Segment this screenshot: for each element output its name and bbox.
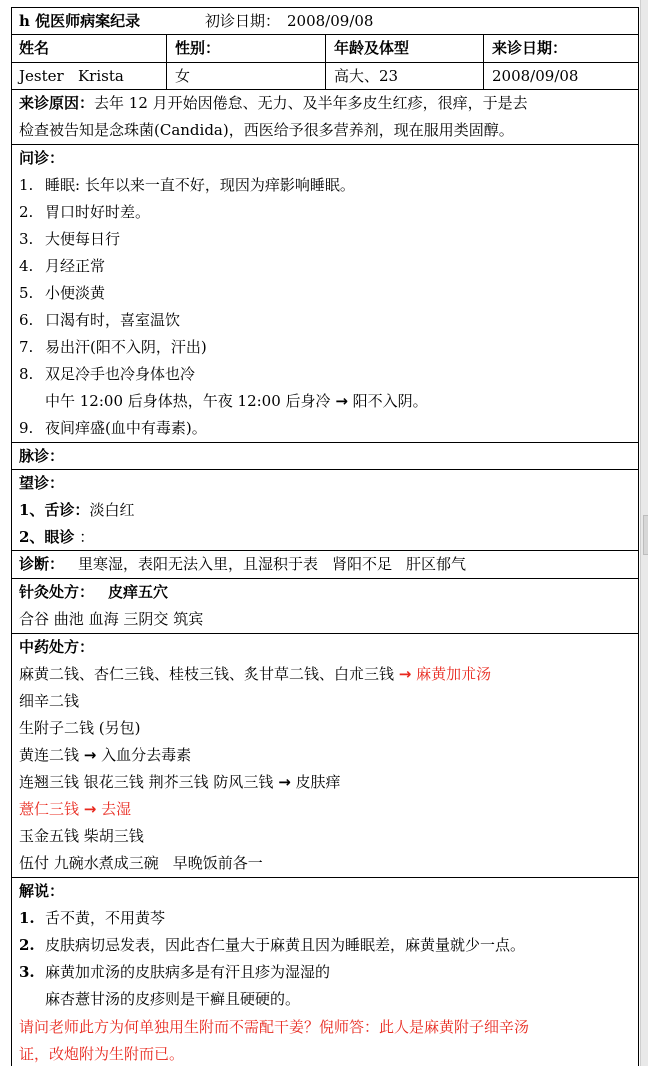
inquiry-item bbox=[19, 172, 355, 199]
acupuncture-name: 皮痒五穴 bbox=[108, 583, 169, 601]
herb-item: 荆芥三钱 bbox=[148, 773, 209, 791]
reason-section bbox=[11, 90, 639, 145]
explanation-item-num: 2. bbox=[19, 936, 35, 954]
patient-header-row bbox=[11, 35, 639, 63]
herbal-section bbox=[11, 634, 639, 878]
herbal-line-2: 细辛二钱 bbox=[19, 692, 80, 710]
herbal-line-5 bbox=[19, 769, 341, 796]
explanation-item-text: 舌不黄，不用黄芩 bbox=[45, 909, 166, 927]
inquiry-item bbox=[19, 334, 207, 361]
inquiry-item bbox=[19, 361, 195, 388]
inquiry-item-text: 易出汗(阳不入阴，汗出) bbox=[45, 338, 207, 356]
reason-label: 来诊原因： bbox=[19, 94, 95, 112]
acupuncture-label: 针灸处方： bbox=[19, 583, 95, 601]
first-visit-label: 初诊日期： bbox=[205, 12, 281, 30]
inquiry-item-text: 胃口时好时差。 bbox=[45, 203, 151, 221]
explanation-item bbox=[19, 959, 330, 986]
inquiry-item-text: 口渴有时，喜室温饮 bbox=[45, 311, 181, 329]
inquiry-item bbox=[19, 226, 120, 253]
diagnosis-item-3: 肝区郁气 bbox=[406, 555, 467, 573]
herb-item: 银花三钱 bbox=[83, 773, 144, 791]
inspection-label: 望诊： bbox=[19, 474, 65, 492]
inquiry-label: 问诊： bbox=[19, 149, 65, 167]
tongue-label: 1、舌诊： bbox=[19, 501, 90, 519]
herbal-line-6-text: 薏仁三钱 bbox=[19, 800, 80, 818]
inquiry-item-num: 2. bbox=[19, 203, 34, 221]
inquiry-section bbox=[11, 145, 639, 443]
tongue-line bbox=[19, 497, 134, 524]
acupoint: 血海 bbox=[88, 610, 119, 628]
explanation-item-3-cont-text: 麻杏薏甘汤的皮疹则是干癣且硬硬的。 bbox=[45, 990, 301, 1008]
reason-line-1 bbox=[19, 90, 528, 117]
inquiry-item-num: 7. bbox=[19, 338, 34, 356]
patient-age-build: 高大、23 bbox=[334, 67, 399, 85]
explanation-label: 解说： bbox=[19, 882, 65, 900]
inquiry-item-9-num: 9. bbox=[19, 419, 34, 437]
inquiry-item-num: 5. bbox=[19, 284, 34, 302]
record-title: h 倪医师病案纪录 bbox=[19, 12, 141, 30]
inquiry-item-9-text: 夜间痒盛(血中有毒素)。 bbox=[45, 419, 207, 437]
herbal-line-6 bbox=[19, 796, 131, 823]
explanation-item bbox=[19, 905, 165, 932]
herb-item: 柴胡三钱 bbox=[83, 827, 144, 845]
herbal-line-4-text: 黄连二钱 bbox=[19, 746, 80, 764]
diagnosis-item-1: 里寒湿，表阳无法入里，且湿积于表 bbox=[78, 555, 319, 573]
herbal-line-6-note: 去湿 bbox=[101, 800, 132, 818]
diagnosis-label: 诊断： bbox=[19, 555, 65, 573]
herbal-line-4 bbox=[19, 742, 191, 769]
question-line-2: 证，改炮附为生附而已。 bbox=[19, 1045, 185, 1063]
herbal-line-5-note: 皮肤痒 bbox=[295, 773, 341, 791]
herb-item: 连翘三钱 bbox=[19, 773, 80, 791]
inquiry-item-num: 1. bbox=[19, 176, 34, 194]
arrow-right-icon: → bbox=[335, 392, 348, 410]
acupoint: 合谷 bbox=[19, 610, 50, 628]
inquiry-item bbox=[19, 280, 105, 307]
diagnosis-line bbox=[19, 551, 466, 578]
patient-visit-date: 2008/09/08 bbox=[492, 67, 579, 85]
inquiry-item-text: 大便每日行 bbox=[45, 230, 121, 248]
pulse-label: 脉诊： bbox=[19, 447, 65, 465]
herbal-line-3: 生附子二钱 (另包) bbox=[19, 719, 141, 737]
question-line-1: 请问老师此方为何单独用生附而不需配干姜？倪师答：此人是麻黄附子细辛汤 bbox=[19, 1018, 530, 1036]
tongue-value: 淡白红 bbox=[89, 501, 135, 519]
acupuncture-section bbox=[11, 579, 639, 634]
first-visit-date: 2008/09/08 bbox=[287, 12, 374, 30]
herb-item: 防风三钱 bbox=[213, 773, 274, 791]
inquiry-item-text: 小便淡黄 bbox=[45, 284, 106, 302]
inquiry-item bbox=[19, 253, 105, 280]
inspection-section bbox=[11, 470, 639, 551]
inquiry-item-num: 3. bbox=[19, 230, 34, 248]
timing-instruction: 早晚饭前各一 bbox=[172, 854, 263, 872]
pulse-section bbox=[11, 443, 639, 470]
herbal-line-7 bbox=[19, 823, 144, 850]
inquiry-item-text: 睡眠: 长年以来一直不好，现因为痒影响睡眠。 bbox=[45, 176, 355, 194]
reason-line-2: 检查被告知是念珠菌(Candida)，西医给予很多营养剂，现在服用类固醇。 bbox=[19, 121, 514, 139]
title-row bbox=[11, 7, 639, 35]
explanation-item-num: 3. bbox=[19, 963, 35, 981]
acupuncture-points bbox=[19, 606, 203, 633]
explanation-section bbox=[11, 878, 639, 1066]
arrow-right-icon: → bbox=[398, 665, 412, 683]
inquiry-item-num: 4. bbox=[19, 257, 34, 275]
col-header-visit-date: 来诊日期： bbox=[492, 39, 568, 57]
explanation-item-3-continued bbox=[19, 986, 300, 1013]
explanation-item bbox=[19, 932, 525, 959]
scrollbar-track[interactable] bbox=[640, 0, 648, 1066]
herbal-line-8 bbox=[19, 850, 263, 877]
col-header-sex: 性别： bbox=[175, 39, 221, 57]
diagnosis-item-2: 肾阳不足 bbox=[332, 555, 393, 573]
inquiry-item bbox=[19, 307, 180, 334]
inquiry-item-num: 6. bbox=[19, 311, 34, 329]
scrollbar-thumb[interactable] bbox=[643, 515, 648, 555]
herb-item: 玉金五钱 bbox=[19, 827, 80, 845]
inquiry-item-9 bbox=[19, 415, 207, 442]
eye-value: ： bbox=[79, 528, 95, 546]
eye-line bbox=[19, 524, 94, 551]
inquiry-item bbox=[19, 199, 150, 226]
patient-value-row bbox=[11, 63, 639, 90]
acupoint: 曲池 bbox=[53, 610, 84, 628]
inquiry-item-text: 双足冷手也冷身体也冷 bbox=[45, 365, 196, 383]
herbal-line-1 bbox=[19, 661, 491, 688]
acupuncture-line bbox=[19, 579, 168, 606]
acupoint: 三阴交 bbox=[123, 610, 169, 628]
dosage-instruction: 伍付 九碗水煮成三碗 bbox=[19, 854, 159, 872]
inquiry-item-8-cont-text: 中午 12:00 后身体热，午夜 12:00 后身冷 bbox=[45, 392, 331, 410]
herbal-line-1-note: 麻黄加朮汤 bbox=[416, 665, 492, 683]
arrow-right-icon: → bbox=[278, 773, 291, 791]
acupoint: 筑宾 bbox=[173, 610, 204, 628]
col-header-age: 年龄及体型 bbox=[334, 39, 410, 57]
col-header-name: 姓名 bbox=[19, 39, 50, 57]
eye-label: 2、眼诊 bbox=[19, 528, 75, 546]
explanation-item-text: 麻黄加朮汤的皮肤病多是有汗且疹为湿湿的 bbox=[45, 963, 331, 981]
explanation-item-num: 1. bbox=[19, 909, 35, 927]
inquiry-item-num: 8. bbox=[19, 365, 34, 383]
arrow-right-icon: → bbox=[83, 746, 97, 764]
inquiry-item-8-continued bbox=[19, 388, 428, 415]
inquiry-item-8-result: 阳不入阴。 bbox=[352, 392, 428, 410]
diagnosis-section bbox=[11, 551, 639, 579]
herbal-line-1-text: 麻黄二钱、杏仁三钱、桂枝三钱、炙甘草二钱、白朮三钱 bbox=[19, 665, 395, 683]
arrow-right-icon: → bbox=[83, 800, 97, 818]
herbal-label: 中药处方： bbox=[19, 638, 95, 656]
reason-text-1: 去年 12 月开始因倦怠、无力、及半年多皮生红疹，很痒，于是去 bbox=[94, 94, 528, 112]
herbal-line-4-note: 入血分去毒素 bbox=[101, 746, 192, 764]
patient-name: Jester Krista bbox=[19, 67, 124, 85]
patient-sex: 女 bbox=[175, 67, 191, 85]
inquiry-item-text: 月经正常 bbox=[45, 257, 106, 275]
explanation-item-text: 皮肤病切忌发表，因此杏仁量大于麻黄且因为睡眠差，麻黄量就少一点。 bbox=[45, 936, 526, 954]
